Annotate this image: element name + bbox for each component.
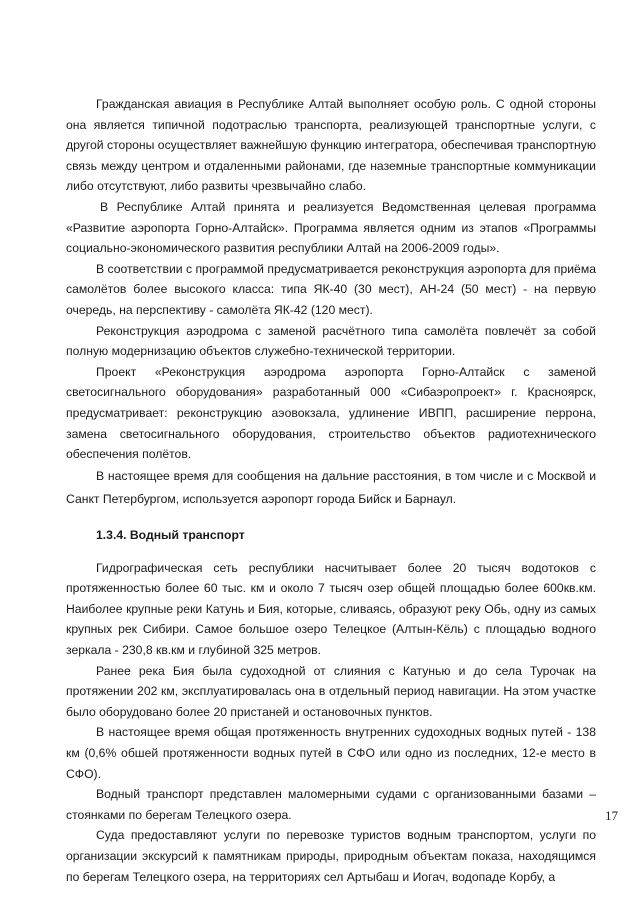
section-heading: 1.3.4. Водный транспорт	[96, 527, 245, 542]
paragraph: В соответствии с программой предусматривается реконструкция аэропорта для приёма самолётов более высокого класса: типа ЯК-40 (30 мест), АН-24 (50 мест) - на первую очередь, на перспективу - самолёта ЯК-42 (120 мест).	[66, 261, 596, 317]
paragraph: Суда предоставляют услуги по перевозке туристов водным транспортом, услуги по организации экскурсий к памятникам природы, природным объектам показа, находящимся по берегам Телецкого озера, на территориях сел Артыбаш и Иогач, водопаде Корбу, а	[66, 828, 596, 884]
paragraph: Реконструкция аэродрома с заменой расчётного типа самолёта повлечёт за собой полную модернизацию объектов служебно-технической территории.	[66, 323, 596, 359]
paragraph: Гидрографическая сеть республики насчитывает более 20 тысяч водотоков с протяженностью более 60 тыс. км и около 7 тысяч озер общей площадью более 600кв.км. Наиболее крупные реки Катунь и Бия, которые, сливаясь, образуют реку Обь, одну из самых крупных рек Сибири. Самое большое озеро Телецкое (Алтын-Кёль) с площадью водного зеркала - 230,8 кв.км и глубиной 325 метров.	[66, 560, 596, 658]
page-body	[66, 94, 596, 887]
paragraph: Проект «Реконструкция аэродрома аэропорта Горно-Алтайск с заменой светосигнального оборудования» разработанный 000 «Сибаэропроект» г. Красноярск, предусматривает: реконструкцию аэовокзала, удлинение ИВПП, расширение перрона, замена светосигнального оборудования, строительство объектов радиотехнического обеспечения полётов.	[66, 364, 596, 462]
paragraph: В настоящее время для сообщения на дальние расстояния, в том числе и с Москвой и Санкт Петербургом, используется аэропорт города Бийск и Барнаул.	[66, 468, 596, 506]
paragraph: В настоящее время общая протяженность внутренних судоходных водных путей - 138 км (0,6% обшей протяженности водных путей в СФО или одно из последних, 12-е место в СФО).	[66, 725, 596, 781]
paragraph: Гражданская авиация в Республике Алтай выполняет особую роль. С одной стороны она является типичной подотраслью транспорта, реализующей транспортные услуги, с другой стороны осуществляет важнейшую функцию интегратора, обеспечивая транспортную связь между центром и отдаленными районами, где наземные транспортные коммуникации либо отсутствуют, либо развиты чрезвычайно слабо.	[66, 97, 596, 194]
paragraph: В Республике Алтай принята и реализуется Ведомственная целевая программа «Развитие аэропорта Горно-Алтайск». Программа является одним из этапов «Программы социально-экономического развития республики Алтай на 2006-2009 годы».	[66, 199, 596, 256]
page-number: 17	[605, 808, 618, 823]
paragraph: Водный транспорт представлен маломерными судами с организованными базами – стоянками по берегам Телецкого озера.	[66, 787, 596, 822]
paragraph: Ранее река Бия была судоходной от слияния с Катунью и до села Турочак на протяжении 202 км, эксплуатировалась она в отдельный период навигации. На этом участке было оборудовано более 20 пристаней и остановочных пунктов.	[66, 663, 596, 719]
